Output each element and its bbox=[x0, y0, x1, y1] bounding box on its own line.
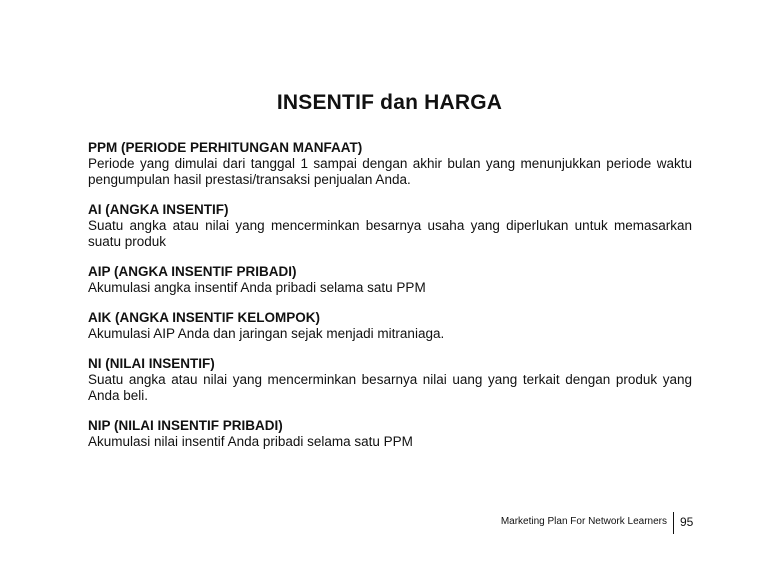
term-description: Suatu angka atau nilai yang mencerminkan besarnya nilai uang yang terkait dengan produk yang Anda beli. bbox=[88, 372, 692, 403]
term-ni bbox=[88, 356, 692, 404]
term-ai bbox=[88, 202, 692, 250]
term-description: Suatu angka atau nilai yang mencerminkan besarnya usaha yang diperlukan untuk memasarkan suatu produk bbox=[88, 218, 692, 249]
page-footer bbox=[0, 512, 779, 534]
term-heading: AIP (ANGKA INSENTIF PRIBADI) bbox=[88, 264, 297, 279]
term-aik bbox=[88, 310, 692, 342]
page-title: INSENTIF dan HARGA bbox=[276, 91, 503, 114]
term-nip bbox=[88, 418, 692, 450]
term-heading: AI (ANGKA INSENTIF) bbox=[88, 202, 229, 217]
footer-label: Marketing Plan For Network Learners bbox=[500, 516, 667, 527]
term-heading: NI (NILAI INSENTIF) bbox=[88, 356, 215, 371]
term-heading: PPM (PERIODE PERHITUNGAN MANFAAT) bbox=[88, 140, 363, 155]
term-description: Akumulasi AIP Anda dan jaringan sejak menjadi mitraniaga. bbox=[88, 326, 445, 341]
definition-list bbox=[88, 140, 692, 464]
term-description: Akumulasi nilai insentif Anda pribadi selama satu PPM bbox=[88, 434, 413, 449]
term-ppm bbox=[88, 140, 692, 188]
footer-divider bbox=[673, 512, 674, 534]
term-heading: AIK (ANGKA INSENTIF KELOMPOK) bbox=[88, 310, 320, 325]
term-description: Akumulasi angka insentif Anda pribadi selama satu PPM bbox=[88, 280, 426, 295]
page-number: 95 bbox=[680, 515, 694, 529]
term-aip bbox=[88, 264, 692, 296]
term-description: Periode yang dimulai dari tanggal 1 sampai dengan akhir bulan yang menunjukkan periode waktu pengumpulan hasil prestasi/transaksi penjualan Anda. bbox=[88, 156, 692, 187]
term-heading: NIP (NILAI INSENTIF PRIBADI) bbox=[88, 418, 283, 433]
